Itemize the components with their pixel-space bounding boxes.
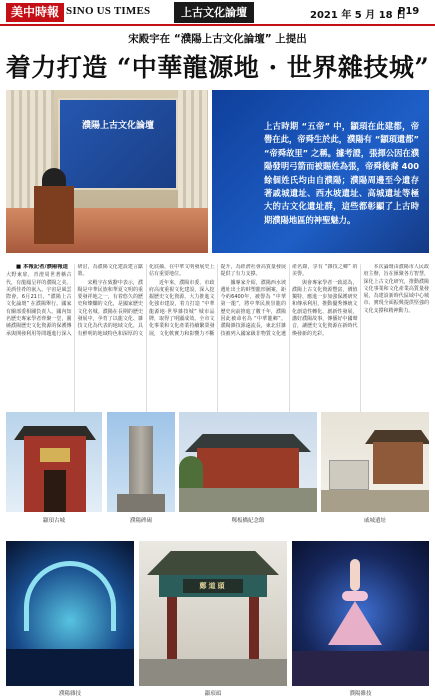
- body-text: 近年來，濮陽市委、市政府高度重視文化建設，深入挖掘歷史文化資源，大力推進文化強市建設，着力打造 “中華龍源地·世界雜技城” 城市品牌，取得了明顯成效。全市文化事業和文化產業持續繁榮發展，文化軟實力和影響力不斷提升，為經濟社會高質量發展提供了有力支撐。: [149, 264, 286, 337]
- acrobat-top: [350, 559, 360, 591]
- stele-base: [117, 494, 165, 512]
- acrobat-base: [328, 601, 382, 645]
- lead-text: 上古時期 “五帝” 中，顓頊在此建都，帝嚳在此，帝舜生於此，濮陽有 “顓頊遺都” “帝舜故里” 之稱。據考證，張揮公因在濮陽發明弓箭而被賜姓為張，帝舜後裔 400 餘個姓氏均由自濮陽；濮陽周邊至今遺存著戚城遺址、西水坡遺址、高城遺址等極大的古文化遺址群，這些都彰顯了上古時期濮陽地區的神聖魅力。: [264, 121, 419, 225]
- body-paragraph: [292, 280, 358, 338]
- section-tag: 上古文化論壇: [174, 2, 254, 23]
- photo-caption: 顓頊古城: [42, 518, 65, 524]
- site-marker-stone: [329, 460, 369, 490]
- photo-caption: 鄭板橋紀念館: [231, 518, 265, 524]
- archway-street: [139, 659, 287, 686]
- photo-acrobatics-show: [6, 541, 134, 686]
- photo-qicheng-site: [321, 412, 429, 512]
- body-byline: ■ 本報記者/濮陽報道: [16, 264, 69, 270]
- site-ground: [321, 490, 429, 512]
- photo-caption: 濮陽雜技: [58, 691, 81, 697]
- article-headline: 着力打造 “中華龍源地 · 世界雜技城”: [5, 53, 430, 82]
- body-text: 據專家介紹，濮陽西水坡遺址出土的蚌塑龍形圖案，距今約6400年，被譽為 “中華第一龍”，將中華民族崇龍的歷史向前推進了數千年，濮陽因此被命名為 “中華龍鄉”。濮陽雜技源遠流長，東北莊雜技被列入國家級非物質文化遺產名錄，享有 “雜技之鄉” 的美譽。: [220, 264, 358, 337]
- pavilion-body: [373, 442, 423, 484]
- page-number: P19: [398, 6, 420, 17]
- stage-floor: [6, 649, 134, 686]
- photo-caption: 顓頊頭: [204, 691, 222, 697]
- photo-archway: [139, 541, 287, 686]
- stele-shaft: [129, 426, 153, 496]
- gate-plaque: [40, 448, 70, 462]
- body-text: 大野東扉，青澄周世著稱古代，有龍鳳呈祥的濮陽之美。美酒佳肴的嵌入，宇宙是風雲際會。6月21日，“濮陽上古文化論壇” 在濮陽舉行。國家有關部委相關負責人、國內知名歷史專家學者齊聚一堂，圍繞濮陽歷史文化資源的保護傳承與開發利用等問題進行深入研討，為濮陽文化建設建言獻策。: [6, 264, 143, 337]
- acrobat-stage-floor: [292, 651, 429, 686]
- photo-zhuanxu-city: [6, 412, 102, 512]
- newspaper-logo: 美中時報: [6, 3, 64, 22]
- body-text: 宋殿宇在致辭中表示，濮陽是中華民族和華夏文明的重要發祥地之一，有着悠久的歷史和燦爛的文化，是國家歷史文化名城。濮陽在長期的歷史發展中，孕育了以龍文化、雜技文化為代表的地域文化，具有鮮明的地域特色和深厚的文化底蘊，在中華文明發展史上佔有重要地位。: [77, 264, 215, 337]
- body-text: 與會專家學者一致認為，濮陽上古文化資源豐富，價值獨特，應進一步加強保護研究和傳承利用，推動優秀傳統文化創造性轉化、創新性發展，講好濮陽故事，傳播好中國聲音，讓歷史文化資源在新時代煥發新的光彩。: [292, 279, 358, 337]
- hero-podium: [34, 186, 74, 244]
- hero-screen-text: 濮陽上古文化論壇: [81, 121, 154, 131]
- photo-caption: 濮陽碑碣: [129, 518, 152, 524]
- body-text: 本次論壇由濮陽市人民政府主辦，旨在匯聚各方智慧，深化上古文化研究，推動濮陽文化事業和文化產業高質量發展，為建設新時代區域中心城市、實現全面振興提供堅強的文化支撐和精神動力。: [363, 264, 429, 314]
- body-paragraph: [364, 264, 430, 315]
- photo-caption: 濮陽雜技: [349, 691, 372, 697]
- photo-caption: 戚城遺址: [363, 518, 386, 524]
- article-body: [6, 264, 429, 412]
- article-subhead: 宋殿宇在 “濮陽上古文化論壇” 上提出: [128, 33, 307, 45]
- hall-body: [197, 448, 299, 488]
- hero-curtain-right: [178, 90, 208, 210]
- photo-memorial-hall: [179, 412, 317, 512]
- stage-light-arch: [24, 561, 116, 631]
- hero-photo-forum: [6, 90, 208, 253]
- archway-roof: [147, 551, 279, 575]
- gate-door: [44, 470, 66, 512]
- archway-sign: 鄭道頭: [183, 579, 243, 593]
- masthead: [0, 0, 435, 26]
- hero-stage-screen: [58, 98, 178, 190]
- photo-acrobats: [292, 541, 429, 686]
- lead-box: [212, 90, 429, 253]
- acrobat-middle: [342, 591, 368, 601]
- photo-stele: [107, 412, 175, 512]
- issue-date: 2021 年 5 月 18 日: [310, 10, 407, 21]
- hall-ground: [179, 488, 317, 512]
- newspaper-name-english: SINO US TIMES: [66, 5, 151, 17]
